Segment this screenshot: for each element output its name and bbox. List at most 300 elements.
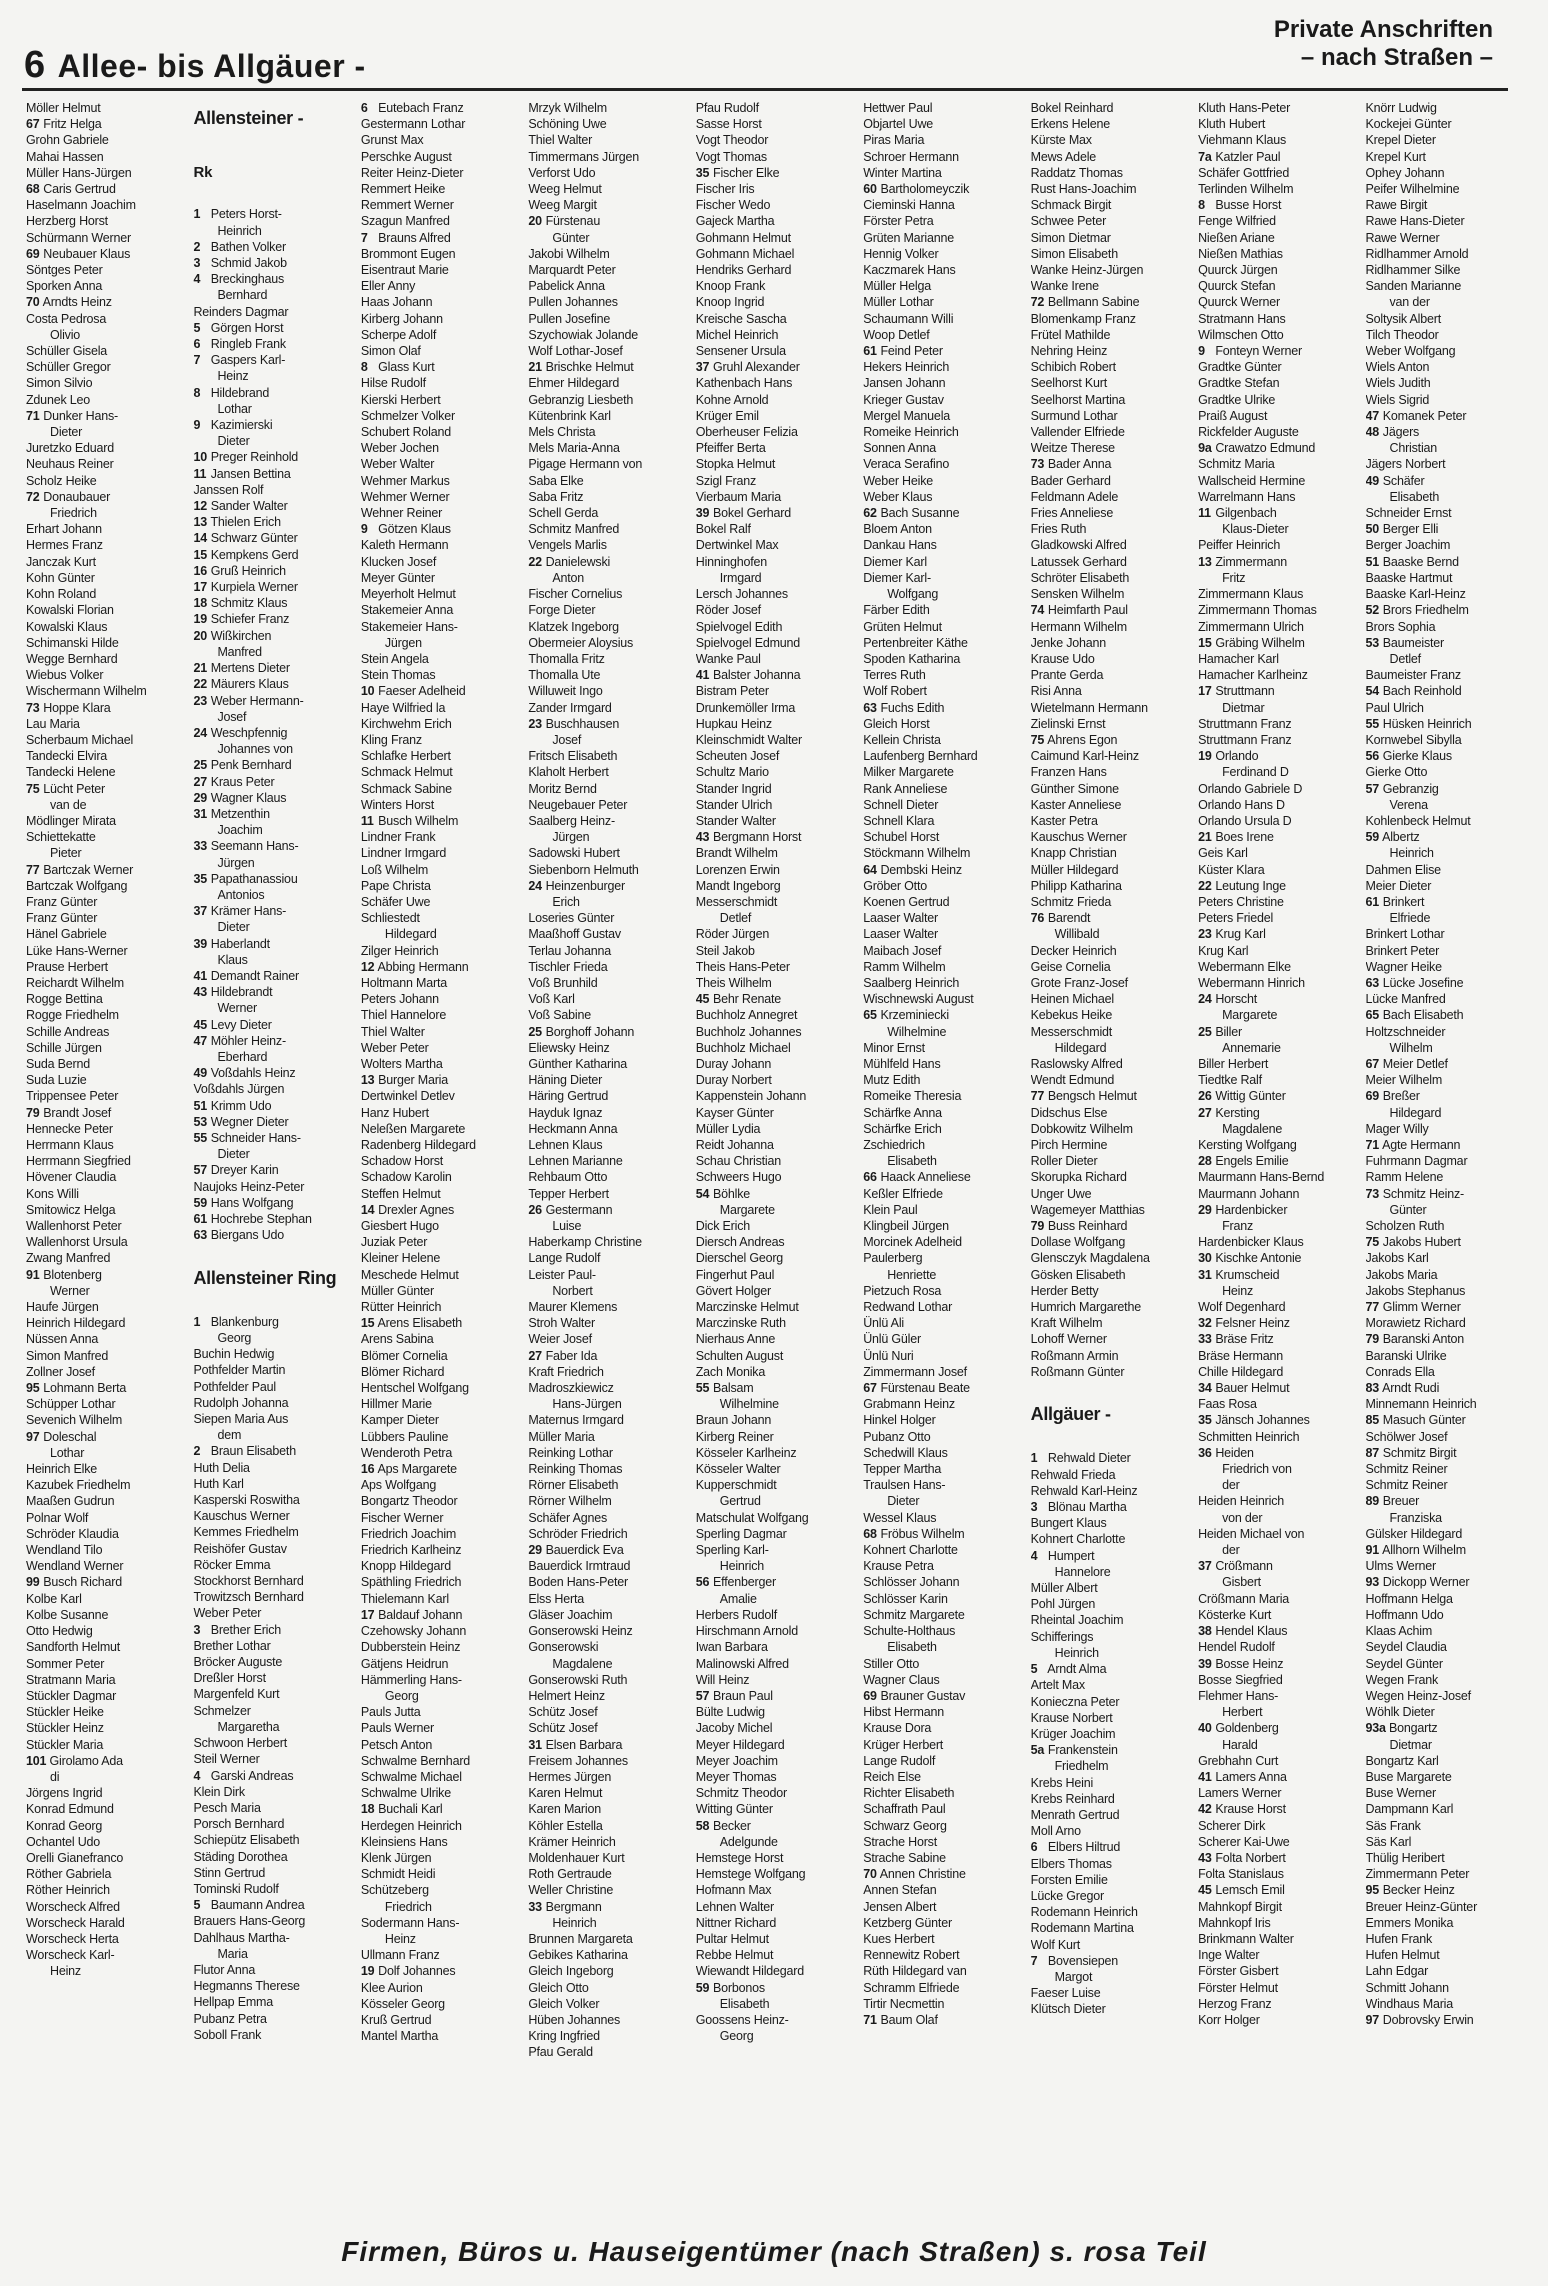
resident-entry: Säs Frank (1365, 1818, 1421, 1833)
resident-entry: Müller Hans-Jürgen (26, 165, 132, 180)
resident-entry: Suda Bernd (26, 1056, 91, 1071)
resident-entry: Weeg Margit (528, 198, 597, 213)
house-number: 64 (863, 862, 877, 877)
house-number: 7 (193, 353, 201, 368)
house-number: 71 (863, 2012, 877, 2027)
resident-entry (1366, 781, 1526, 797)
resident-entry: Lohoff Werner (1030, 1332, 1107, 1347)
resident-entry (1366, 1137, 1526, 1153)
resident-entry: Pabelick Anna (528, 279, 605, 294)
house-number: 89 (1365, 1494, 1380, 1509)
resident-entry: Säs Karl (1365, 1834, 1412, 1849)
resident-entry (193, 968, 353, 984)
resident-entry (863, 343, 1023, 359)
resident-entry: Hamacher Karl (1198, 651, 1279, 666)
resident-entry: Herdegen Heinrich (360, 1818, 462, 1833)
resident-entry (863, 1007, 1023, 1023)
resident-entry: Schlösser Johann (863, 1575, 960, 1590)
resident-entry (193, 660, 353, 676)
resident-entry: Koenen Gertrud (863, 894, 950, 909)
spacer (193, 1298, 353, 1314)
resident-entry: Loseries Günter (528, 911, 615, 926)
resident-entry: Latussek Gerhard (1030, 554, 1127, 569)
resident-entry (1198, 1623, 1358, 1639)
resident-entry: Lehnen Marianne (528, 1154, 623, 1169)
resident-entry (1366, 894, 1526, 910)
resident-name: Dembski Heinz (877, 862, 962, 877)
resident-entry: Spielvogel Edith (695, 619, 783, 634)
resident-entry (193, 903, 353, 919)
resident-name: Bellmann Sabine (1044, 295, 1140, 310)
resident-entry: Orelli Gianefranco (26, 1850, 124, 1865)
resident-entry: Schwalme Bernhard (360, 1753, 471, 1768)
resident-entry: Weber Jochen (360, 441, 439, 456)
resident-entry: Schnell Klara (863, 813, 935, 828)
resident-name: Breßer (1379, 1089, 1420, 1104)
entry-continuation: Margarete (1222, 1008, 1278, 1023)
entry-continuation: Lothar (217, 401, 252, 416)
resident-name: Schmitz Klaus (207, 596, 288, 611)
resident-name: Gierke Klaus (1379, 749, 1452, 764)
resident-entry: Moldenhauer Kurt (528, 1850, 625, 1865)
resident-entry (1366, 1007, 1526, 1023)
resident-entry: Stakemeier Hans- (360, 619, 458, 634)
house-number: 9 (360, 522, 368, 537)
directory-column-7 (1031, 100, 1191, 2208)
resident-entry: Gebikes Katharina (528, 1948, 628, 1963)
entry-continuation: Herbert (1222, 1705, 1263, 1720)
house-number: 41 (193, 968, 207, 983)
resident-entry: Kockejei Günter (1365, 117, 1452, 132)
section-title-line-2: – nach Straßen – (1300, 44, 1493, 71)
resident-entry: Stander Ingrid (695, 781, 772, 796)
resident-entry: Weier Josef (528, 1332, 592, 1347)
resident-entry: Buchholz Annegret (695, 1008, 798, 1023)
resident-entry (696, 1380, 856, 1396)
resident-entry: Simon Elisabeth (1030, 246, 1118, 261)
resident-entry: Bartczak Wolfgang (26, 878, 128, 893)
resident-entry: Kösterke Kurt (1198, 1607, 1272, 1622)
resident-entry: Städing Dorothea (193, 1849, 288, 1864)
resident-name: Leutung Inge (1212, 878, 1286, 893)
resident-entry: Röcker Emma (193, 1557, 271, 1572)
house-number: 3 (1030, 1500, 1038, 1515)
spacer (1031, 1434, 1191, 1450)
resident-name: Brauner Gustav (877, 1688, 966, 1703)
resident-entry: Schützeberg (360, 1883, 429, 1898)
entry-continuation: Friedhelm (1054, 1759, 1109, 1774)
resident-entry: Saba Fritz (528, 489, 584, 504)
house-number: 50 (1365, 522, 1380, 537)
resident-entry: Schultz Mario (695, 765, 769, 780)
house-number: 55 (193, 1130, 207, 1145)
resident-entry: Minor Ernst (863, 1040, 925, 1055)
resident-entry (26, 1380, 186, 1396)
resident-entry (26, 1753, 186, 1769)
resident-entry: Kirchwehm Erich (360, 716, 452, 731)
resident-entry: Jensen Albert (863, 1899, 937, 1914)
resident-entry: Steffen Helmut (360, 1186, 441, 1201)
resident-entry: Kellein Christa (863, 732, 941, 747)
resident-entry: Nierhaus Anne (695, 1332, 776, 1347)
resident-entry (1198, 1105, 1358, 1121)
resident-entry: Sevenich Wilhelm (26, 1413, 123, 1428)
house-number: 69 (26, 246, 40, 261)
resident-entry: Kersting Wolfgang (1198, 1138, 1297, 1152)
entry-continuation: Willibald (1054, 927, 1100, 942)
resident-entry: Gohmann Helmut (695, 230, 791, 245)
street-range: Allee- bis Allgäuer - (57, 48, 366, 84)
resident-entry: Hellpap Emma (193, 1995, 274, 2010)
resident-entry (361, 1963, 521, 1979)
resident-entry (1366, 1882, 1526, 1898)
resident-name: Crößmann (1212, 1559, 1273, 1574)
resident-name: Hoppe Klara (40, 700, 111, 715)
resident-entry (1366, 1299, 1526, 1315)
resident-entry: Mandt Ingeborg (695, 878, 781, 893)
resident-entry: Steil Werner (193, 1752, 260, 1767)
resident-name: Drexler Agnes (374, 1202, 455, 1217)
resident-entry: Theis Wilhelm (695, 975, 772, 990)
house-number: 47 (193, 1033, 207, 1048)
resident-entry: Mrzyk Wilhelm (528, 101, 607, 115)
resident-name: Krimm Udo (207, 1098, 272, 1113)
resident-entry: Schürmann Werner (26, 230, 131, 245)
resident-entry: Huth Delia (193, 1460, 250, 1475)
house-number: 26 (528, 1202, 542, 1217)
resident-entry: Klein Paul (863, 1202, 918, 1217)
resident-entry: Worscheck Herta (26, 1931, 119, 1946)
house-number: 93a (1365, 1721, 1386, 1736)
resident-entry (1031, 1661, 1191, 1677)
resident-entry: Thielemann Karl (360, 1591, 449, 1606)
resident-entry: Bistram Peter (695, 684, 769, 699)
resident-entry (1198, 1720, 1358, 1736)
resident-name: Baumann Andrea (207, 1898, 305, 1913)
resident-entry: Elbers Thomas (1030, 1856, 1112, 1871)
entry-continuation: Hildegard (1054, 1040, 1107, 1055)
resident-entry: Förster Gisbert (1198, 1964, 1279, 1979)
resident-entry: Rodemann Heinrich (1030, 1905, 1138, 1920)
resident-entry: Mantel Martha (360, 2029, 439, 2044)
resident-entry: Obermeier Aloysius (528, 635, 634, 650)
resident-entry: Haufe Jürgen (26, 1300, 99, 1315)
resident-entry: Späthling Friedrich (360, 1575, 462, 1590)
resident-entry: Voß Sabine (528, 1008, 591, 1023)
resident-entry: Rickfelder Auguste (1198, 425, 1299, 440)
resident-entry: Schärfke Erich (863, 1121, 942, 1136)
house-number: 31 (193, 806, 207, 821)
resident-name: Baaske Bernd (1379, 554, 1459, 569)
resident-entry: Lindner Frank (360, 830, 436, 845)
resident-entry: Kupperschmidt (695, 1478, 777, 1493)
entry-continuation: Irmgard (719, 570, 762, 585)
resident-entry (193, 628, 353, 644)
resident-entry (361, 359, 521, 375)
resident-name: Effenberger (709, 1575, 776, 1590)
resident-entry (863, 1526, 1023, 1542)
resident-entry (1198, 1769, 1358, 1785)
resident-entry (193, 563, 353, 579)
resident-entry: Gösken Elisabeth (1030, 1267, 1126, 1282)
resident-name: Folta Norbert (1212, 1850, 1286, 1865)
resident-entry (1198, 1024, 1358, 1040)
resident-name: Baranski Anton (1379, 1332, 1465, 1347)
resident-entry: Klee Aurion (360, 1980, 423, 1995)
resident-entry: Schaumann Willi (863, 311, 954, 326)
resident-name: Hendel Klaus (1212, 1624, 1288, 1639)
house-number: 29 (193, 790, 207, 805)
house-number: 2 (193, 239, 201, 254)
resident-entry: Folta Stanislaus (1198, 1867, 1284, 1882)
house-number: 59 (193, 1195, 207, 1210)
resident-entry: Fischer Iris (695, 182, 755, 197)
resident-name: Preger Reinhold (207, 450, 299, 465)
resident-entry: Kaleth Hermann (360, 538, 449, 553)
resident-entry: Dobkowitz Wilhelm (1030, 1121, 1133, 1136)
resident-entry: Hendriks Gerhard (695, 263, 792, 278)
resident-entry: Warrelmann Hans (1198, 489, 1296, 504)
resident-entry: Rörner Elisabeth (528, 1478, 619, 1493)
resident-name: Girolamo Ada (46, 1753, 123, 1768)
resident-entry: Knörr Ludwig (1365, 101, 1437, 115)
resident-entry (528, 1737, 688, 1753)
resident-entry: Romeike Theresia (863, 1089, 962, 1104)
resident-name: Bathen Volker (207, 239, 286, 254)
resident-entry: Weller Christine (528, 1883, 614, 1898)
resident-entry: Margenfeld Kurt (193, 1687, 280, 1702)
resident-name: Meier Detlef (1379, 1056, 1448, 1071)
resident-entry: Strache Horst (863, 1834, 938, 1849)
entry-continuation: Adelgunde (719, 1834, 778, 1849)
resident-entry (1198, 1656, 1358, 1672)
resident-entry: Paul Ulrich (1365, 700, 1424, 715)
resident-entry: Webermann Hinrich (1198, 975, 1305, 990)
resident-entry: Lindner Irmgard (360, 846, 447, 861)
resident-entry: Michel Heinrich (695, 327, 779, 342)
resident-name: Goldenberg (1212, 1721, 1279, 1736)
resident-name: Borghoff Johann (542, 1024, 635, 1039)
resident-entry: Klaholt Herbert (528, 765, 609, 780)
house-number: 20 (528, 214, 542, 229)
entry-continuation: Antonios (217, 887, 265, 902)
house-number: 97 (26, 1429, 40, 1444)
resident-name: Bengsch Helmut (1044, 1089, 1137, 1104)
resident-entry: Flutor Anna (193, 1962, 256, 1977)
house-number: 40 (1198, 1721, 1212, 1736)
resident-entry (1366, 1445, 1526, 1461)
house-number: 7 (1030, 1953, 1038, 1968)
resident-entry: Brinkmann Walter (1198, 1931, 1294, 1946)
resident-name: Papathanassiou (207, 871, 298, 886)
resident-entry: Gohmann Michael (695, 246, 795, 261)
resident-entry: Hardenbicker Klaus (1198, 1235, 1304, 1250)
resident-name: Schneider Hans- (207, 1130, 301, 1145)
resident-entry: Morcinek Adelheid (863, 1235, 962, 1250)
house-number: 7a (1198, 149, 1212, 164)
resident-entry: Heinrich Hildegard (26, 1316, 126, 1331)
resident-name: Schmid Jakob (207, 256, 287, 271)
house-number: 34 (1198, 1381, 1212, 1396)
resident-entry: Müller Günter (360, 1283, 434, 1298)
house-number: 19 (193, 612, 207, 627)
resident-entry: Kemmes Friedhelm (193, 1525, 299, 1540)
resident-entry: Ünlü Nuri (863, 1348, 914, 1363)
house-number: 39 (1198, 1656, 1212, 1671)
resident-entry: Lücke Gregor (1030, 1888, 1104, 1903)
resident-name: Böhlke (709, 1186, 751, 1201)
resident-entry: Maibach Josef (863, 943, 942, 958)
resident-name: Wegner Dieter (207, 1114, 289, 1129)
resident-entry: Unger Uwe (1030, 1186, 1092, 1201)
entry-continuation: Josef (552, 732, 582, 747)
street-heading: Allensteiner - (193, 108, 304, 128)
house-number: 55 (1365, 716, 1380, 731)
house-number: 45 (695, 992, 710, 1007)
resident-entry: Breuer Heinz-Günter (1365, 1899, 1478, 1914)
resident-entry: Korr Holger (1198, 2012, 1260, 2027)
house-number: 85 (1365, 1413, 1380, 1428)
resident-entry: Moritz Bernd (528, 781, 597, 796)
resident-entry: Franz Günter (26, 911, 98, 926)
resident-name: Fritz Helga (40, 117, 102, 132)
resident-name: Braun Paul (709, 1688, 773, 1703)
resident-name: Gaspers Karl- (207, 353, 286, 368)
resident-entry: Hemstege Wolfgang (695, 1867, 806, 1882)
resident-entry: Stroh Walter (528, 1316, 595, 1331)
resident-name: Gestermann (542, 1202, 613, 1217)
house-number: 11 (360, 813, 374, 828)
resident-name: Arndts Heinz (40, 295, 112, 310)
resident-entry: Woop Detlef (863, 327, 930, 342)
house-number: 63 (193, 1228, 207, 1243)
resident-entry: Spoden Katharina (863, 651, 961, 666)
resident-entry: Kösseler Karlheinz (695, 1445, 797, 1460)
resident-entry: Orlando Gabriele D (1198, 781, 1303, 796)
resident-name: Katzler Paul (1212, 149, 1281, 164)
resident-entry: Prause Herbert (26, 959, 108, 974)
resident-entry: Hemstege Horst (695, 1850, 784, 1865)
resident-entry (1366, 1331, 1526, 1347)
resident-entry: Pauls Jutta (360, 1705, 421, 1720)
resident-entry: Günther Katharina (528, 1056, 628, 1071)
resident-entry: Buchholz Johannes (695, 1024, 802, 1039)
house-number: 68 (863, 1526, 877, 1541)
resident-entry (1198, 440, 1358, 456)
resident-entry: Jacoby Michel (695, 1721, 773, 1736)
resident-entry: Klaas Achim (1365, 1624, 1433, 1639)
resident-entry (528, 213, 688, 229)
resident-entry: Reidt Johanna (695, 1138, 774, 1152)
resident-entry: Konrad Georg (26, 1818, 103, 1833)
resident-entry: Brandt Wilhelm (695, 846, 778, 861)
resident-name: Albertz (1379, 830, 1420, 845)
resident-name: Buschhausen (542, 716, 620, 731)
house-number: 1 (193, 1314, 201, 1329)
resident-name: Abbing Hermann (374, 959, 469, 974)
resident-entry (528, 359, 688, 375)
resident-entry: Mahnkopf Birgit (1198, 1899, 1282, 1914)
resident-entry (863, 2012, 1023, 2028)
entry-continuation: Dieter (887, 1494, 920, 1509)
resident-entry: Chille Hildegard (1198, 1364, 1284, 1379)
entry-continuation: Margarete (719, 1202, 775, 1217)
house-number: 17 (193, 580, 207, 595)
resident-entry: Cieminski Hanna (863, 198, 955, 213)
resident-entry: Jakobs Karl (1365, 1251, 1429, 1266)
street-subheading: Rk (193, 164, 213, 182)
resident-entry: Mühlfeld Hans (863, 1056, 941, 1071)
resident-name: Heimfarth Paul (1044, 603, 1128, 618)
resident-entry: Hendel Rudolf (1198, 1640, 1275, 1655)
resident-entry (193, 725, 353, 741)
spacer (193, 1243, 353, 1259)
resident-entry: Kluth Hubert (1198, 117, 1266, 132)
resident-entry (193, 352, 353, 368)
resident-entry: Zilger Heinrich (360, 943, 439, 958)
house-number: 14 (360, 1202, 375, 1217)
resident-entry: Wiels Anton (1365, 360, 1430, 375)
resident-name: Bergmann (542, 1899, 602, 1914)
resident-entry: Wiebus Volker (26, 668, 104, 683)
resident-name: Balsam (709, 1381, 754, 1396)
resident-entry: Müller Hildegard (1030, 862, 1119, 877)
house-number: 35 (1198, 1413, 1212, 1428)
resident-entry (193, 1768, 353, 1784)
resident-entry: Weitze Therese (1030, 441, 1115, 456)
resident-entry: Saba Elke (528, 473, 584, 488)
house-number: 5 (1030, 1662, 1038, 1677)
resident-entry: Schwalme Ulrike (360, 1786, 451, 1801)
resident-entry (1366, 1574, 1526, 1590)
resident-entry: Worscheck Harald (26, 1915, 125, 1930)
resident-entry: Tepper Martha (863, 1462, 942, 1477)
house-number: 43 (695, 830, 710, 845)
resident-name: Arndt Rudi (1379, 1381, 1440, 1396)
resident-name: Arens Elisabeth (374, 1316, 463, 1331)
house-number: 20 (193, 628, 207, 643)
resident-entry (1366, 408, 1526, 424)
entry-continuation: Georg (217, 1331, 252, 1346)
resident-entry (193, 676, 353, 692)
resident-entry: Lehnen Klaus (528, 1138, 603, 1152)
resident-name: Boes Irene (1212, 830, 1274, 845)
street-heading: Allensteiner Ring (193, 1267, 337, 1288)
house-number: 21 (1198, 830, 1212, 845)
entry-continuation: Dieter (50, 425, 83, 440)
resident-entry (193, 1114, 353, 1130)
resident-entry (1366, 554, 1526, 570)
house-number: 41 (1198, 1769, 1212, 1784)
resident-name: Bartczak Werner (40, 862, 134, 877)
resident-entry (26, 781, 186, 797)
resident-entry: Bungert Klaus (1030, 1516, 1107, 1531)
resident-entry (193, 1162, 353, 1178)
resident-entry: Webermann Elke (1198, 959, 1291, 974)
resident-entry: Hoffmann Udo (1365, 1607, 1444, 1622)
resident-entry: Stinn Gertrud (193, 1865, 266, 1880)
house-number: 8 (1198, 198, 1205, 213)
resident-entry (528, 1202, 688, 1218)
resident-entry: Jörgens Ingrid (26, 1786, 103, 1801)
resident-entry (193, 547, 353, 563)
resident-entry: Annen Stefan (863, 1883, 937, 1898)
resident-entry: Rawe Werner (1365, 230, 1440, 245)
resident-name: Kraus Peter (207, 774, 275, 789)
resident-entry: Dertwinkel Max (695, 538, 779, 553)
resident-entry: Matschulat Wolfgang (695, 1510, 809, 1525)
resident-entry: Schäfer Uwe (360, 894, 431, 909)
